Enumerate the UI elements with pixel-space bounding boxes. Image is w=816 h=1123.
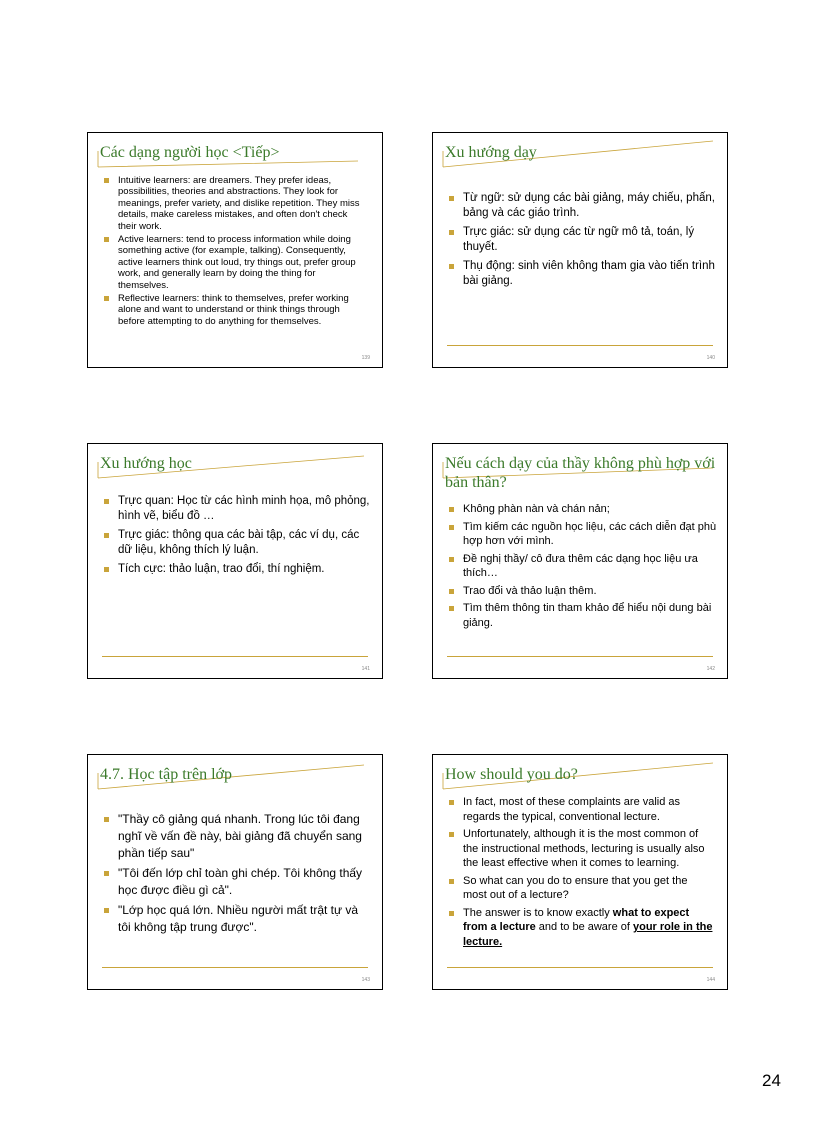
list-item: Tìm thêm thông tin tham khảo để hiểu nội dung bài giảng. — [449, 601, 717, 630]
answer-text: and to be aware of — [535, 921, 633, 933]
bullet-list — [104, 175, 366, 329]
bullet-list — [449, 191, 715, 293]
list-item: So what can you do to ensure that you get the most out of a lecture? — [449, 874, 713, 903]
slide-139 — [87, 132, 383, 368]
list-item — [449, 906, 713, 950]
list-item: Trực giác: sử dụng các từ ngữ mô tả, toán, lý thuyết. — [449, 225, 715, 255]
slide-title: Nếu cách dạy của thầy không phù hợp với bản thân? — [445, 455, 716, 491]
slide-title: Các dạng người học <Tiếp> — [100, 144, 280, 161]
list-item: Intuitive learners: are dreamers. They prefer ideas, possibilities, theories and abstractions. They look for meanings, prefer variety, and dislike repetition. They miss details, make careless mistakes, and often don't check their work. — [104, 175, 366, 232]
title-underline-decoration — [88, 755, 383, 815]
list-item: Trực giác: thông qua các bài tập, các ví dụ, các dữ liệu, không thích lý luận. — [104, 528, 370, 558]
list-item: Tích cực: thảo luận, trao đổi, thí nghiệm. — [104, 562, 370, 577]
slide-number: 139 — [361, 355, 370, 361]
list-item: "Lớp học quá lớn. Nhiều người mất trật tự và tôi không tập trung được". — [104, 902, 372, 936]
bullet-list — [104, 811, 372, 939]
emphasis-what-to-expect: what to expect from a lecture — [463, 906, 690, 933]
slide-number: 142 — [706, 666, 715, 672]
slide-143 — [87, 754, 383, 990]
bullet-list — [449, 795, 713, 952]
slide-number: 143 — [361, 977, 370, 983]
footer-divider — [102, 656, 368, 657]
slide-title: How should you do? — [445, 766, 578, 783]
emphasis-your-role: your role in the lecture. — [463, 921, 713, 948]
page-number: 24 — [762, 1071, 781, 1090]
list-item: "Thầy cô giảng quá nhanh. Trong lúc tôi đang nghĩ về vấn đề này, bài giảng đã chuyển sang phần tiếp sau" — [104, 811, 372, 862]
list-item: "Tôi đến lớp chỉ toàn ghi chép. Tôi không thấy học được điều gì cả". — [104, 865, 372, 899]
slide-title: Xu hướng dạy — [445, 144, 537, 161]
slide-title: 4.7. Học tập trên lớp — [100, 766, 232, 783]
list-item: In fact, most of these complaints are valid as regards the typical, conventional lecture. — [449, 795, 713, 824]
footer-divider — [447, 345, 713, 346]
list-item: Từ ngữ: sử dụng các bài giảng, máy chiếu, phấn, bảng và các giáo trình. — [449, 191, 715, 221]
list-item: Trao đổi và thảo luận thêm. — [449, 584, 717, 599]
slide-title: Xu hướng học — [100, 455, 192, 472]
slide-number: 144 — [706, 977, 715, 983]
footer-divider — [447, 656, 713, 657]
slide-141 — [87, 443, 383, 679]
slide-number: 140 — [706, 355, 715, 361]
footer-divider — [447, 967, 713, 968]
list-item: Reflective learners: think to themselves, prefer working alone and want to understand or think things through before attempting to do anything for themselves. — [104, 293, 366, 327]
slide-140 — [432, 132, 728, 368]
list-item: Thụ động: sinh viên không tham gia vào tiến trình bài giảng. — [449, 259, 715, 289]
slide-number: 141 — [361, 666, 370, 672]
list-item: Active learners: tend to process information while doing something active (for example, talking). Consequently, active learners think out loud, try things out, prefer group work, and generally learn by doing the thing for themselves. — [104, 234, 366, 291]
slide-144 — [432, 754, 728, 990]
list-item: Tìm kiếm các nguồn học liệu, các cách diễn đạt phù hợp hơn với mình. — [449, 520, 717, 549]
title-underline-decoration — [433, 133, 728, 193]
bullet-list — [449, 502, 717, 633]
list-item: Unfortunately, although it is the most common of the instructional methods, lecturing is usually also the least effective when it comes to learning. — [449, 827, 713, 871]
slide-142 — [432, 443, 728, 679]
list-item: Không phàn nàn và chán nản; — [449, 502, 717, 517]
list-item: Trực quan: Học từ các hình minh họa, mô phỏng, hình vẽ, biểu đồ … — [104, 494, 370, 524]
answer-text: The answer is to know exactly — [463, 906, 613, 919]
footer-divider — [102, 967, 368, 968]
list-item: Đề nghị thầy/ cô đưa thêm các dạng học liệu ưa thích… — [449, 552, 717, 581]
bullet-list — [104, 494, 370, 581]
